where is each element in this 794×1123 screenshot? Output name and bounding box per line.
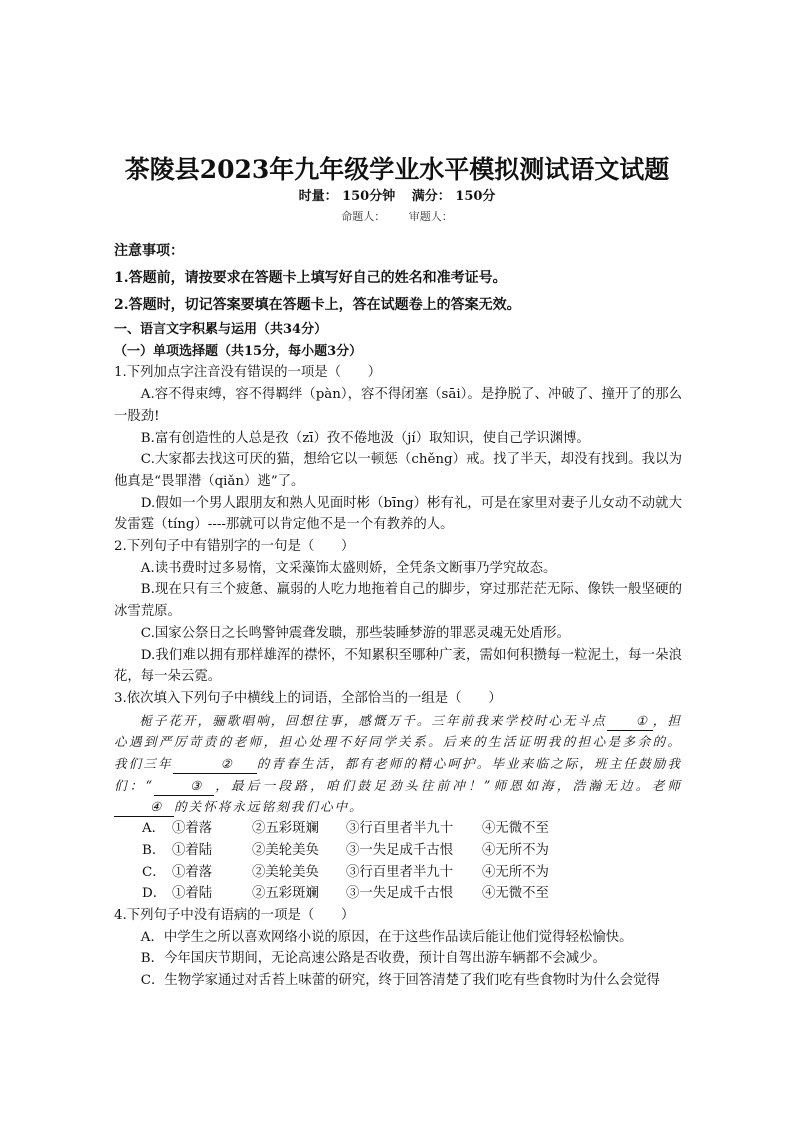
option-word: ①着落	[172, 864, 213, 880]
option-word: ④无微不至	[482, 886, 549, 902]
question-3-option-c	[114, 862, 682, 884]
option-word: ④无微不至	[482, 821, 549, 837]
option-word: ③一失足成千古恨	[346, 886, 454, 902]
option-word: ③一失足成千古恨	[346, 842, 454, 858]
section-heading: 一、语言文字积累与运用（共34分）	[114, 322, 328, 337]
question-2-option-d: D.我们难以拥有那样雄浑的襟怀，不知累积至哪种广袤，需如何积攒每一粒泥土，每一朵浪花，每一朵云霓。	[114, 647, 682, 685]
option-word: ②美轮美奂	[252, 842, 319, 858]
question-1-option-c: C.大家都去找这可厌的猫，想给它以一顿惩（chěng）戒。找了半天，却没有找到。我以为他真是“畏罪潜（qiǎn）逃”了。	[114, 452, 682, 489]
question-1-option-a: A.容不得束缚，容不得羁绊（pàn），容不得闭塞（sāi）。是挣脱了、冲破了、撞开了的那么一股劲!	[114, 387, 682, 424]
question-4-stem: 4.下列句子中没有语病的一项是（ ）	[114, 907, 355, 923]
notice-item-1: 1.答题前，请按要求在答题卡上填写好自己的姓名和准考证号。	[114, 270, 507, 286]
question-1-stem: 1.下列加点字注音没有错误的一项是（ ）	[114, 365, 382, 381]
notice-heading: 注意事项：	[114, 243, 184, 259]
option-label: B．	[142, 842, 166, 858]
question-2-option-b: B.现在只有三个疲惫、羸弱的人吃力地拖着自己的脚步，穿过那茫茫无际、像铁一般坚硬的冰雪荒原。	[114, 582, 682, 620]
setter-label: 命题人：	[341, 210, 386, 223]
question-2-stem: 2.下列句子中有错别字的一句是（ ）	[114, 539, 355, 555]
subsection-heading: （一）单项选择题（共15分，每小题3分）	[114, 343, 363, 359]
question-3-option-d	[114, 883, 682, 905]
question-1-option-b: B.富有创造性的人总是孜（zī）孜不倦地汲（jí）取知识，使自己学识渊博。	[140, 430, 590, 446]
blank-4: ④	[114, 798, 174, 817]
question-3-stem: 3.依次填入下列句子中横线上的词语，全部恰当的一组是（ ）	[114, 690, 502, 706]
option-word: ①着落	[172, 821, 213, 837]
option-label: D．	[142, 886, 167, 902]
exam-content	[114, 238, 682, 992]
page-title: 茶陵县2023年九年级学业水平模拟测试语文试题	[124, 155, 670, 184]
blank-1: ①	[607, 712, 653, 731]
question-3-option-b	[114, 840, 682, 862]
reviewer-label: 审题人：	[408, 210, 453, 223]
option-word: ③行百里者半九十	[346, 821, 454, 837]
option-word: ①着陆	[172, 886, 213, 902]
passage-text: 的关怀将永远铭刻我们心中。	[174, 799, 364, 815]
option-word: ②五彩斑斓	[252, 821, 319, 837]
time-limit: 时量： 150分钟	[298, 189, 396, 204]
question-4-option-b: B．今年国庆节期间，无论高速公路是否收费，预计自驾出游车辆都不会减少。	[140, 951, 606, 967]
exam-authors	[0, 208, 794, 224]
question-4-option-a: A．中学生之所以喜欢网络小说的原因，在于这些作品读后能让他们觉得轻松愉快。	[140, 929, 633, 945]
question-3-passage	[114, 710, 682, 819]
question-2-option-a: A.读书费时过多易惰，文采藻饰太盛则娇，全凭条文断事乃学究故态。	[140, 560, 557, 576]
option-label: A．	[142, 821, 166, 837]
exam-meta	[0, 185, 794, 204]
full-score: 满分： 150分	[411, 189, 496, 204]
question-1-option-d: D.假如一个男人跟朋友和熟人见面时彬（bīng）彬有礼，可是在家里对妻子儿女动不动就大发雷霆（tíng）----那就可以肯定他不是一个有教养的人。	[114, 495, 682, 533]
passage-text: ，担心遇到严厉苛责的老师，担心处理不好同学关系。后来的生活证明我的担心是多余的。我们三年	[114, 712, 683, 772]
option-label: C．	[142, 864, 166, 880]
passage-text: ，最后一段路，咱们鼓足劲头往前冲！”师恩如海，浩瀚无边。老师	[214, 777, 682, 793]
option-word: ②五彩斑斓	[252, 886, 319, 902]
passage-text: 的青春生活，都有老师的精心呵护。毕业来临之际，班主任鼓励我们：“	[114, 756, 683, 793]
blank-3: ③	[154, 777, 214, 796]
option-word: ③行百里者半九十	[346, 864, 454, 880]
option-word: ①着陆	[172, 842, 213, 858]
notice-item-2: 2.答题时，切记答案要填在答题卡上，答在试题卷上的答案无效。	[114, 297, 521, 313]
question-2-option-c: C.国家公祭日之长鸣警钟震聋发聩，那些装睡梦游的罪恶灵魂无处盾形。	[140, 625, 570, 641]
question-3-option-a	[114, 818, 682, 840]
blank-2: ②	[173, 755, 257, 774]
option-word: ④无所不为	[482, 842, 549, 858]
question-4-option-c: C．生物学家通过对舌苔上味蕾的研究，终于回答清楚了我们吃有些食物时为什么会觉得	[140, 973, 660, 989]
option-word: ②美轮美奂	[252, 864, 319, 880]
passage-text: 栀子花开，骊歌唱响，回想往事，感慨万千。三年前我来学校时心无斗点	[139, 712, 607, 728]
option-word: ④无所不为	[482, 864, 549, 880]
